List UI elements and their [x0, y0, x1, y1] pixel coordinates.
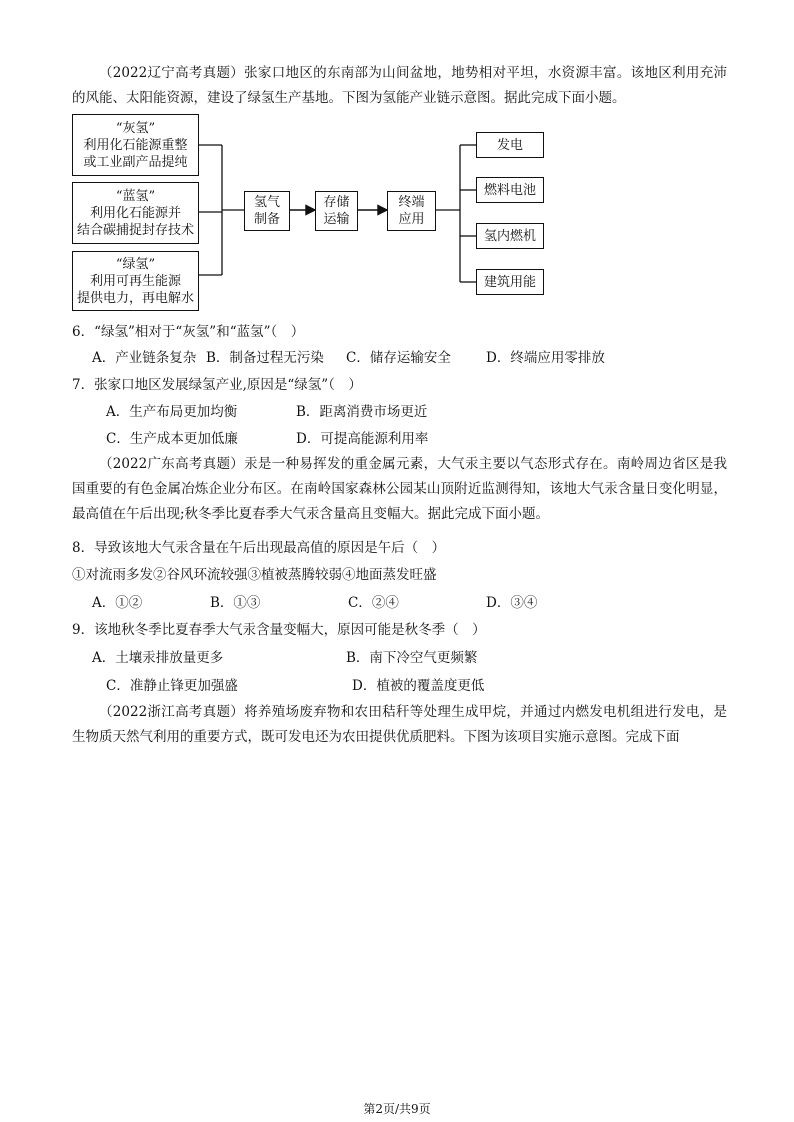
- question-9-option-c: C．准静止锋更加强盛: [106, 678, 238, 694]
- source-box-blue-hydrogen: [72, 182, 199, 244]
- question-9-option-d: D．植被的覆盖度更低: [352, 678, 485, 694]
- intro-paragraph-2: （2022广东高考真题）汞是一种易挥发的重金属元素，大气汞主要以气态形式存在。南岭周边省区是我国重要的有色金属冶炼企业分布区。在南岭国家森林公园某山顶附近监测得知，该地大气汞含量日变化明显，最高值在午后出现;秋冬季比夏春季大气汞含量高且变幅大。据此完成下面小题。: [72, 456, 727, 522]
- intro-paragraph-1: （2022辽宁高考真题）张家口地区的东南部为山间盆地，地势相对平坦，水资源丰富。该地区利用充沛的风能、太阳能资源，建设了绿氢生产基地。下图为氢能产业链示意图。据此完成下面小题。: [72, 65, 727, 106]
- question-7-stem: 7．张家口地区发展绿氢产业,原因是“绿氢”（ ）: [72, 377, 362, 393]
- source-line: 或工业副产品提纯: [83, 154, 188, 170]
- question-9-option-a: A．土壤汞排放量更多: [92, 650, 224, 666]
- question-7-option-d: D．可提高能源利用率: [296, 431, 429, 447]
- source-title: “绿氢”: [115, 256, 156, 272]
- question-8-items: ①对流雨多发②谷风环流较强③植被蒸腾较弱④地面蒸发旺盛: [72, 567, 437, 583]
- question-7-option-b: B．距离消费市场更近: [296, 404, 428, 420]
- source-line: 利用可再生能源: [89, 273, 181, 289]
- question-6-option-d: D．终端应用零排放: [486, 350, 605, 366]
- source-line: 结合碳捕捉封存技术: [76, 222, 194, 238]
- intro-paragraph-3: （2022浙江高考真题）将养殖场废弃物和农田秸秆等处理生成甲烷，并通过内燃发电机组进行发电，是生物质天然气利用的重要方式，既可发电还为农田提供优质肥料。下图为该项目实施示意图。完成下面: [72, 704, 727, 745]
- question-8-option-d: D．③④: [486, 595, 538, 611]
- question-8-option-a: A．①②: [92, 595, 143, 611]
- question-6-option-b: B．制备过程无污染: [206, 350, 324, 366]
- stage-line: 终端: [398, 195, 425, 210]
- question-8-option-c: C．②④: [348, 595, 399, 611]
- question-8-stem: 8．导致该地大气汞含量在午后出现最高值的原因是午后（ ）: [72, 540, 446, 556]
- source-box-grey-hydrogen: [72, 114, 199, 176]
- use-box-power: 发电: [476, 132, 544, 158]
- stage-line: 制备: [253, 212, 280, 227]
- use-box-building-energy: 建筑用能: [476, 269, 544, 295]
- question-6-option-c: C．储存运输安全: [346, 350, 451, 366]
- question-6-option-a: A．产业链条复杂: [92, 350, 197, 366]
- source-line: 提供电力，再电解水: [76, 290, 194, 306]
- question-7-option-c: C．生产成本更加低廉: [106, 431, 238, 447]
- question-9-stem: 9．该地秋冬季比夏春季大气汞含量变幅大，原因可能是秋冬季（ ）: [72, 622, 486, 638]
- stage-box-end-use: [387, 191, 436, 231]
- question-6-stem: 6．“绿氢”相对于“灰氢”和“蓝氢”（ ）: [72, 324, 305, 340]
- stage-line: 运输: [323, 212, 350, 227]
- source-line: 利用化石能源重整: [83, 137, 188, 153]
- source-title: “灰氢”: [115, 120, 156, 136]
- stage-line: 应用: [398, 212, 425, 227]
- source-box-green-hydrogen: [72, 251, 199, 311]
- source-line: 利用化石能源并: [89, 205, 181, 221]
- stage-box-production: [244, 191, 290, 231]
- stage-line: 氢气: [253, 195, 280, 210]
- question-7-option-a: A．生产布局更加均衡: [106, 404, 238, 420]
- page-number: 第2页/共9页: [363, 1102, 431, 1116]
- stage-line: 存储: [323, 195, 350, 210]
- question-8-option-b: B．①③: [210, 595, 261, 611]
- source-title: “蓝氢”: [115, 188, 156, 204]
- stage-box-storage: [315, 191, 358, 231]
- use-box-combustion-engine: 氢内燃机: [476, 223, 544, 249]
- question-9-option-b: B．南下冷空气更频繁: [346, 650, 478, 666]
- use-box-fuel-cell: 燃料电池: [476, 177, 544, 203]
